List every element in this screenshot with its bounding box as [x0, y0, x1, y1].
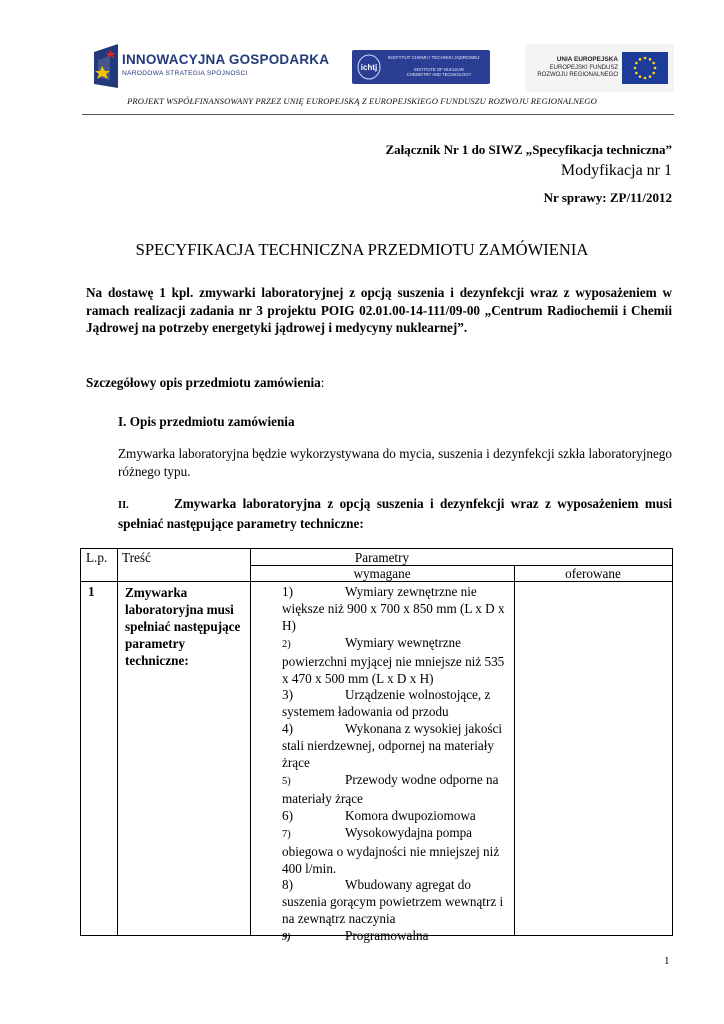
- eu-star-icon: [644, 57, 647, 60]
- row-tresc: Zmywarka laboratoryjna musi spełniać następujące parametry techniczne:: [125, 585, 241, 668]
- list-item: [282, 635, 512, 688]
- colon: :: [320, 375, 325, 390]
- item-tail: na materiały żrące: [282, 771, 499, 806]
- list-item: [282, 772, 512, 808]
- list-item: [282, 877, 512, 928]
- item-number: 5): [282, 775, 291, 787]
- intro-paragraph: Na dostawę 1 kpl. zmywarki laboratoryjnej z opcją suszenia i dezynfekcji wraz z wyposażeniem w ramach realizacji zadania nr 3 projektu POIG 02.01.00-14-111/09-00 „Centrum Radiochemii i Chemii Jądrowej na potrzeby energetyki jądrowej i medycyny nuklearnej”.: [86, 285, 672, 335]
- section-2-text: Zmywarka laboratoryjna z opcją suszenia i dezynfekcji wraz z wyposażeniem musi spełniać następujące parametry techniczne:: [118, 496, 672, 531]
- eu-star-icon: [639, 58, 642, 61]
- item-number: 4): [282, 721, 293, 737]
- eu-star-icon: [652, 62, 655, 65]
- item-number: 7): [282, 828, 291, 840]
- item-number: 9): [282, 932, 291, 944]
- item-head: Wymiary zewnętrzne nie: [345, 584, 477, 599]
- eu-star-icon: [654, 67, 657, 70]
- col-parametry-header: Parametry: [354, 550, 410, 565]
- col-wymagane-header: wymagane: [353, 566, 411, 581]
- attachment-title: Załącznik Nr 1 do SIWZ „Specyfikacja techniczna”: [385, 142, 672, 157]
- eu-star-icon: [634, 67, 637, 70]
- section-1-text: Zmywarka laboratoryjna będzie wykorzystywana do mycia, suszenia i dezynfekcji szkła laboratoryjnego różnego typu.: [118, 446, 672, 479]
- col-lp-header: L.p.: [86, 550, 108, 565]
- header-divider: [82, 114, 674, 115]
- list-item: [282, 584, 512, 635]
- eu-star-icon: [644, 77, 647, 80]
- eu-star-icon: [649, 58, 652, 61]
- item-tail: jakości stali nierdzewnej, odpornej na materiały żrące: [282, 721, 503, 771]
- ichtj-line2: INSTITUTE OF NUCLEAR CHEMISTRY AND TECHNOLOGY: [406, 67, 472, 77]
- ig-subtitle: NARODOWA STRATEGIA SPÓJNOŚCI: [122, 70, 248, 77]
- item-head: Wbudowany agregat do: [345, 877, 471, 893]
- item-head: Komora dwupoziomowa: [345, 807, 476, 823]
- item-number: 1): [282, 584, 293, 599]
- item-tail: obiegowa o wydajności nie mniejszej niż 400 l/min.: [282, 843, 500, 876]
- page-number: 1: [664, 955, 670, 967]
- item-head: Wykonana z wysokiej: [345, 721, 462, 737]
- ue-line1: UNIA EUROPEJSKA: [556, 56, 618, 63]
- ichtj-emblem-icon: [356, 53, 382, 81]
- section-2-number: II.: [118, 500, 129, 511]
- modification-label: Modyfikacja nr 1: [560, 162, 672, 179]
- section-2-heading: [118, 495, 672, 532]
- requirements-list: [282, 584, 512, 947]
- eu-star-icon: [639, 75, 642, 78]
- case-number: Nr sprawy: ZP/11/2012: [543, 190, 672, 205]
- col-oferowane-header: oferowane: [565, 566, 621, 581]
- ue-text: [530, 56, 618, 80]
- eu-star-icon: [652, 72, 655, 75]
- ue-line3: ROZWOJU REGIONALNEGO: [537, 72, 618, 78]
- eu-star-icon: [649, 75, 652, 78]
- ichtj-line1: INSTYTUT CHEMII I TECHNIKI JĄDROWEJ: [388, 55, 480, 60]
- item-head: Urządzenie wolnostojące, z: [345, 687, 491, 703]
- list-item: [282, 721, 512, 772]
- item-number: 3): [282, 687, 293, 703]
- eu-flag-icon: [622, 52, 668, 84]
- list-item: [282, 687, 512, 721]
- cofinancing-note: PROJEKT WSPÓŁFINANSOWANY PRZEZ UNIĘ EUROPEJSKĄ Z EUROPEJSKIEGO FUNDUSZU ROZWOJU REGIONALNEGO: [127, 96, 597, 106]
- item-tail: suszenia gorącym powietrzem wewnątrz i na zewnątrz naczynia: [282, 894, 504, 927]
- item-tail: większe niż 900 x 700 x 850 mm (L x D x H): [282, 600, 505, 633]
- ue-line2: EUROPEJSKI FUNDUSZ: [549, 64, 618, 71]
- row-lp: 1: [88, 584, 95, 599]
- ichtj-mark: ichtj: [360, 63, 378, 72]
- detailed-description-text: Szczegółowy opis przedmiotu zamówienia: [86, 375, 321, 390]
- item-number: 2): [282, 638, 291, 650]
- item-number: 8): [282, 877, 293, 893]
- item-head: Przewody wodne odporne: [345, 771, 483, 787]
- list-item: [282, 825, 512, 878]
- item-number: 6): [282, 807, 293, 823]
- item-head: Programowalna: [345, 928, 429, 944]
- item-head: Wysokowydajna pompa: [345, 824, 473, 840]
- eu-star-icon: [635, 62, 638, 65]
- eu-star-icon: [635, 72, 638, 75]
- item-tail: powierzchni myjącej nie mniejsze niż 535 x 470 x 500 mm (L x D x H): [282, 653, 505, 686]
- list-item: [282, 808, 512, 825]
- list-item: [282, 928, 512, 947]
- ig-title: INNOWACYJNA GOSPODARKA: [122, 52, 330, 67]
- section-1-heading: I. Opis przedmiotu zamówienia: [118, 414, 295, 429]
- detailed-description-heading: [86, 375, 324, 391]
- col-tresc-header: Treść: [122, 550, 151, 565]
- item-tail: systemem ładowania od przodu: [282, 704, 449, 720]
- item-head: Wymiary wewnętrzne: [345, 634, 462, 650]
- page-title: SPECYFIKACJA TECHNICZNA PRZEDMIOTU ZAMÓWIENIA: [135, 240, 589, 259]
